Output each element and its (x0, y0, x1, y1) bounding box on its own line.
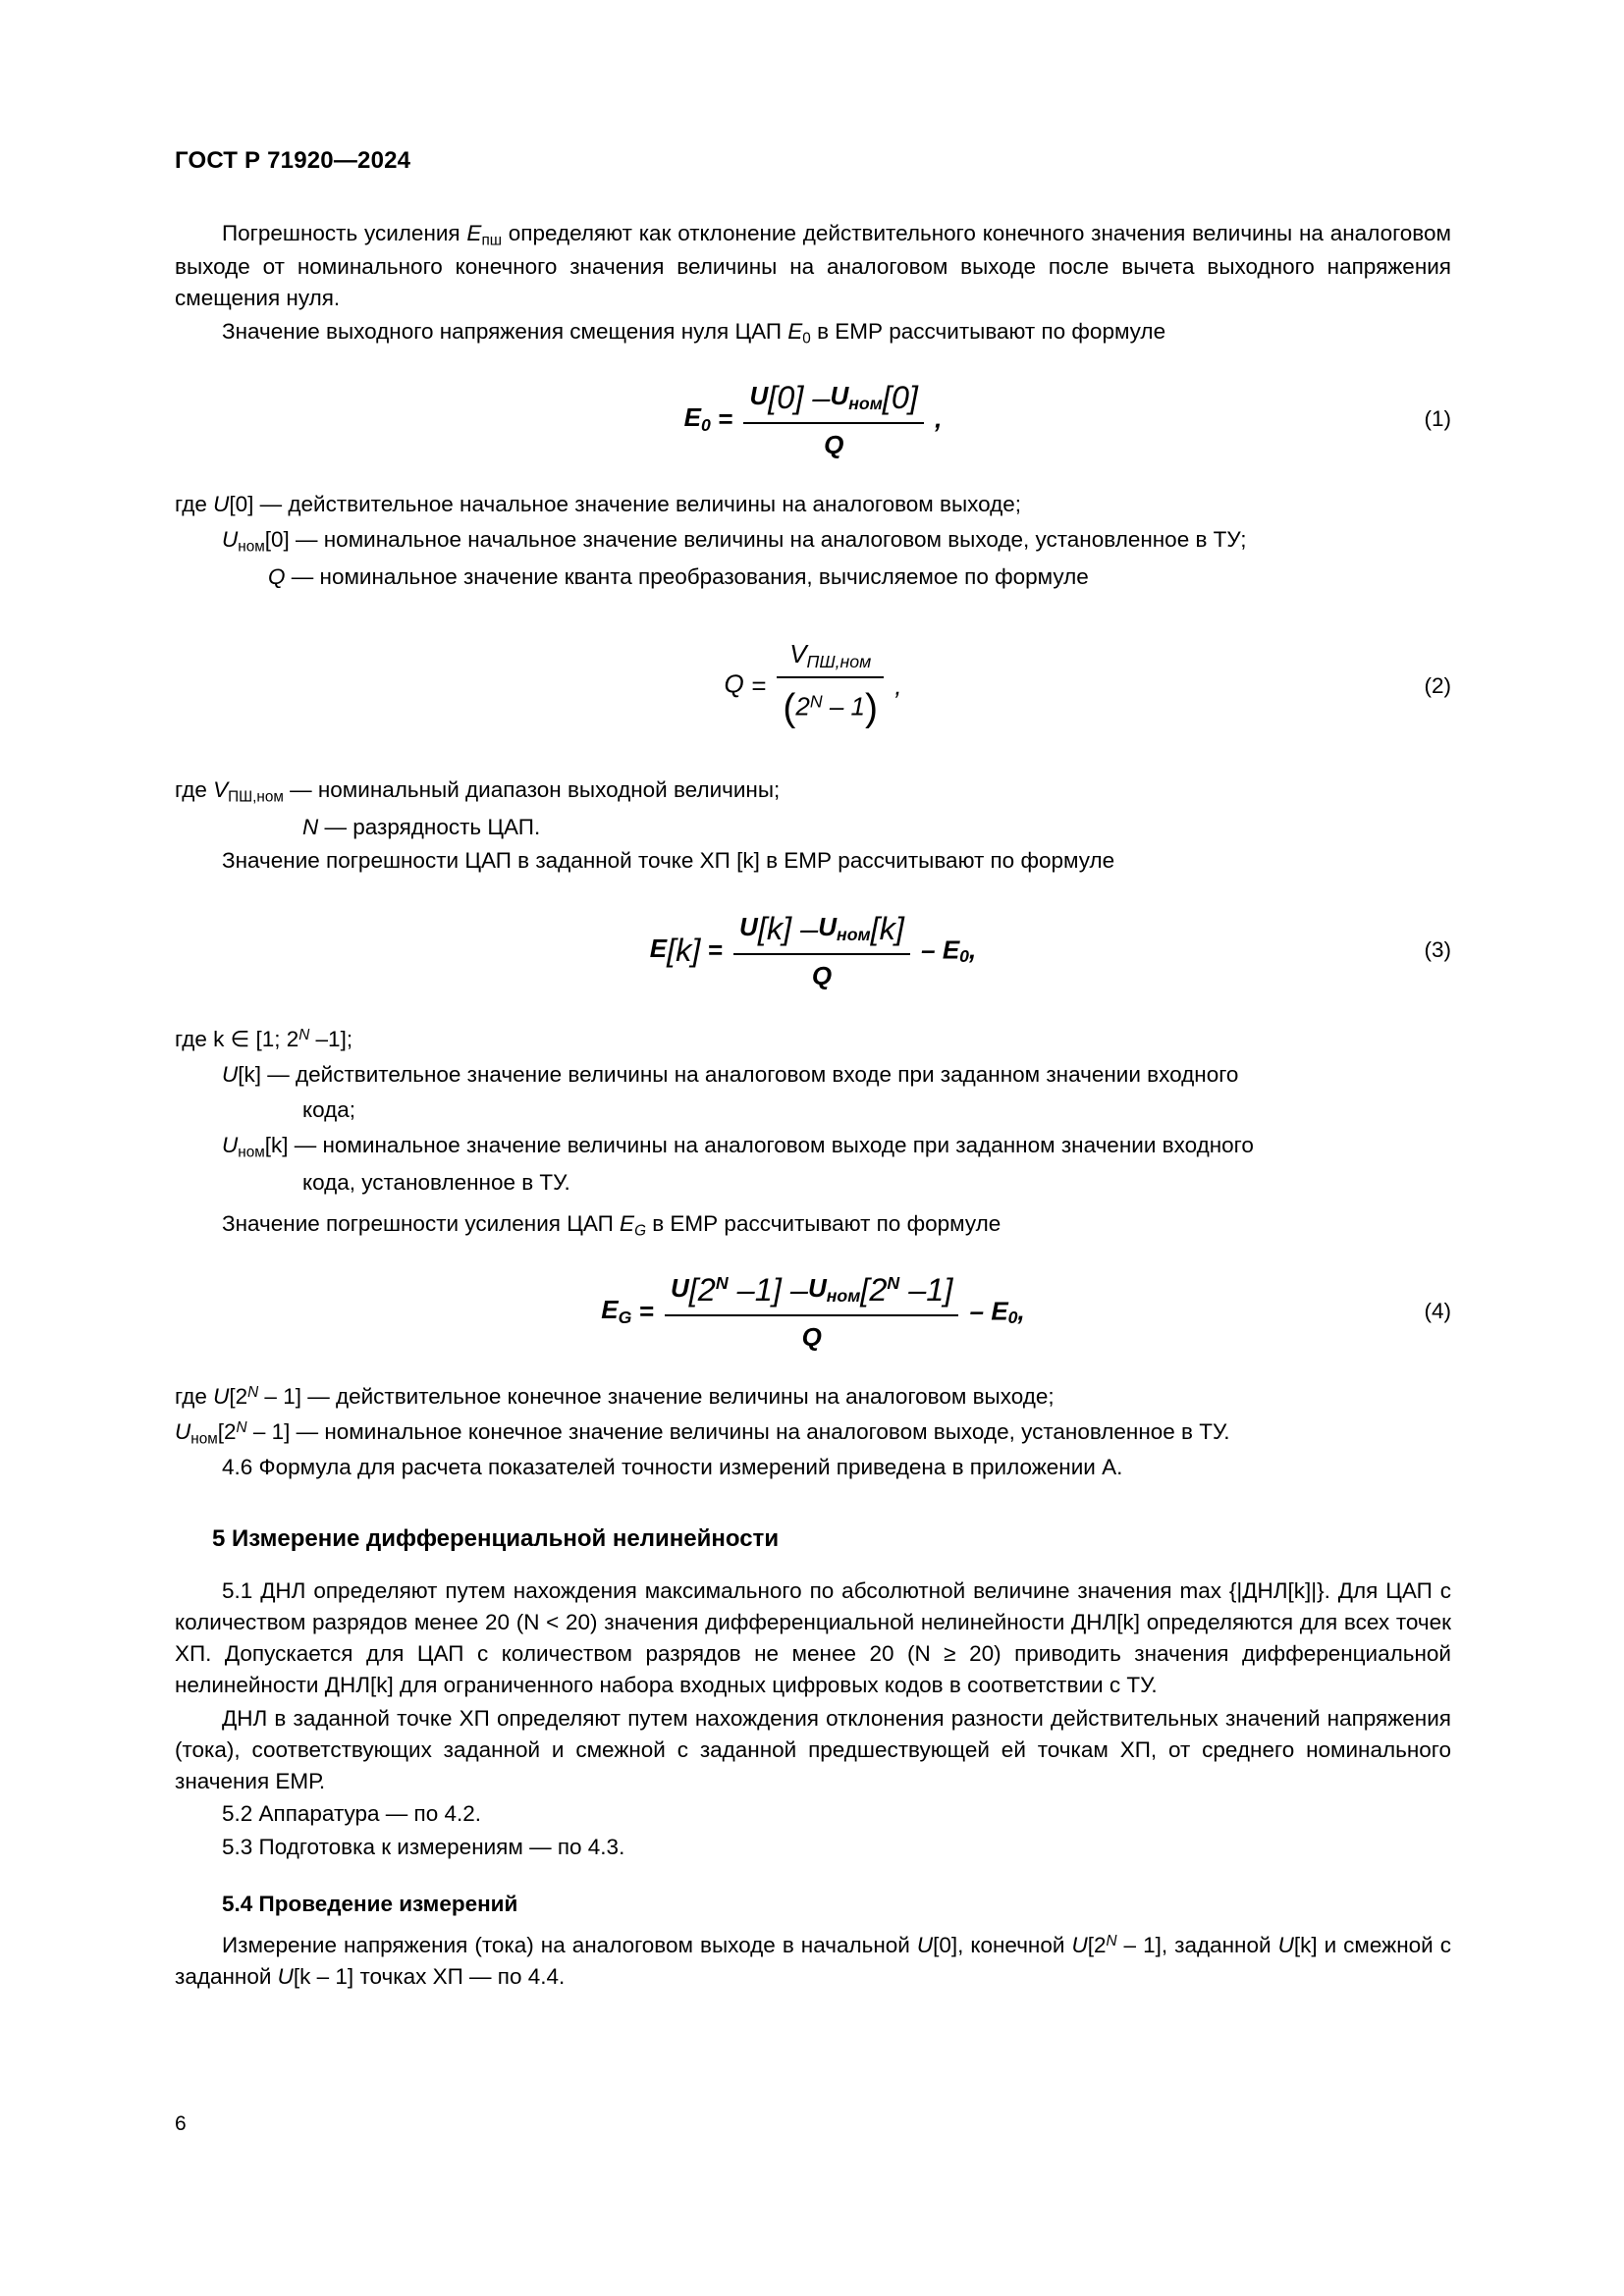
var-U: U (1071, 1933, 1088, 1958)
formula-3-block (175, 906, 1451, 994)
numerator (777, 636, 884, 678)
text-fragment: [k] — действительное значение величины на аналоговом входе при заданном значении входного (238, 1062, 1239, 1088)
var-U: U (670, 1272, 689, 1303)
page-content (175, 218, 1451, 1995)
section-5-title: 5 Измерение дифференциальной нелинейности (212, 1524, 780, 1552)
var-U: U (277, 1964, 294, 1990)
var-V: V (789, 638, 807, 668)
where-clause-1 (175, 489, 1451, 520)
text-fragment: Измерение напряжения (тока) на аналоговом выходе в начальной (222, 1933, 917, 1958)
text-fragment: определяют как отклонение действительного конечного значения величины на аналоговом выходе от номинального конечного значения величины на аналоговом выходе после вычета выходного напряжения смещения нуля. (175, 221, 1451, 310)
subscript-psh-nom: ПШ,ном (228, 788, 284, 806)
formula-3 (650, 906, 977, 994)
text-fragment: [0] – (768, 379, 831, 415)
formula-1 (684, 375, 943, 463)
var-U: U (222, 526, 239, 552)
text-fragment: Значение погрешности усиления ЦАП (222, 1210, 621, 1236)
var-U: U (222, 1132, 239, 1157)
var-N: N (302, 815, 319, 840)
minus-sign: – (969, 1296, 985, 1326)
formula-number-3: (3) (1424, 937, 1451, 963)
where-clause-4 (175, 774, 1451, 808)
subscript-psh-nom: ПШ,ном (806, 651, 872, 671)
denominator: Q (824, 430, 844, 460)
var-E: E (787, 318, 803, 344)
text-fragment: Значение погрешности ЦАП в заданной точке ХП [k] в ЕМР рассчитывают по формуле (222, 848, 1115, 874)
paragraph-offset-intro (175, 316, 1451, 349)
var-E0: E (942, 934, 960, 965)
var-U: U (222, 1062, 239, 1088)
where-clause-5 (175, 812, 1451, 843)
var-Unom: U (807, 1272, 827, 1303)
text-fragment: – 1] — действительное конечное значение величины на аналоговом выходе; (258, 1383, 1055, 1409)
subscript-nom: ном (848, 393, 883, 413)
paragraph-5-2: 5.2 Аппаратура — по 4.2. (222, 1801, 482, 1827)
numerator (665, 1267, 958, 1316)
text-fragment: Значение выходного напряжения смещения нуля ЦАП (222, 318, 788, 344)
subscript-nom: ном (837, 924, 871, 944)
fraction (665, 1267, 958, 1356)
equals-sign: = (718, 403, 733, 434)
text-fragment: [0] (882, 379, 918, 415)
equals-sign: = (707, 934, 723, 965)
formula-number-2: (2) (1424, 672, 1451, 698)
paragraph-5-1: 5.1 ДНЛ определяют путем нахождения максимального по абсолютной величине значения max {|ДНЛ[k]|}. Для ЦАП с количеством разрядов менее 20 (N < 20) значения дифференциальной нелинейности ДНЛ[k] определяются для всех точек ХП. Допускается для ЦАП с количеством разрядов не менее 20 (N ≥ 20) приводить значения дифференциальной нелинейности ДНЛ[k] для ограниченного набора входных цифровых кодов в соответствии с ТУ. (175, 1577, 1451, 1697)
fraction (743, 375, 924, 463)
subscript-0: 0 (802, 330, 811, 347)
subscript-nom: ном (238, 1144, 265, 1161)
subscript-0: 0 (959, 945, 970, 966)
formula-number-4: (4) (1424, 1298, 1451, 1323)
var-U: U (175, 1418, 191, 1444)
text-fragment: [k – 1] точках ХП — по 4.4. (293, 1964, 566, 1990)
text-fragment: кода, установленное в ТУ. (302, 1169, 570, 1195)
denominator (777, 678, 884, 735)
text-fragment: [2 (860, 1271, 888, 1308)
exponent-N: N (715, 1272, 729, 1293)
paragraph-error-point (175, 845, 1451, 877)
where-clause-3 (175, 561, 1451, 593)
paren-open: ( (783, 686, 796, 729)
where-label: где (175, 1383, 214, 1409)
where-clause-7 (175, 1059, 1451, 1091)
text-fragment: — номинальное значение кванта преобразования, вычисляемое по формуле (285, 563, 1089, 589)
subscript-nom: ном (238, 538, 265, 556)
var-Unom: U (830, 380, 849, 410)
text-fragment: [0], конечной (933, 1933, 1072, 1958)
where-clause-9 (175, 1381, 1451, 1413)
var-U: U (739, 912, 758, 942)
var-V: V (213, 777, 229, 803)
var-E: E (466, 221, 482, 245)
where-clause-10 (175, 1416, 1451, 1450)
formula-tail: , (935, 403, 943, 434)
where-clause-7-cont (175, 1095, 1451, 1126)
exponent-N: N (298, 1027, 310, 1044)
text-fragment: [2 (688, 1271, 716, 1308)
formula-tail: , (969, 934, 977, 965)
var-E0: E (991, 1296, 1008, 1326)
where-clause-8 (175, 1130, 1451, 1163)
text-fragment: – 1 (822, 691, 866, 721)
text-fragment: [k] — номинальное значение величины на аналоговом выходе при заданном значении входного (264, 1132, 1254, 1157)
subscript-G: G (618, 1307, 632, 1327)
text-fragment: – 1] — номинальное конечное значение величины на аналоговом выходе, установленное в ТУ. (246, 1418, 1230, 1444)
paragraph-5-3: 5.3 Подготовка к измерениям — по 4.3. (222, 1835, 625, 1860)
numerator (733, 906, 910, 955)
exponent-N: N (887, 1272, 900, 1293)
equals-sign: = (638, 1296, 654, 1326)
text-fragment: [k] (870, 911, 904, 947)
text-fragment: –1]; (309, 1027, 353, 1052)
formula-lhs: E (683, 401, 701, 432)
var-U: U (213, 491, 230, 516)
formula-lhs: Q (724, 668, 744, 699)
var-Q: Q (268, 563, 286, 589)
formula-tail: , (894, 670, 902, 701)
subscript-G: G (634, 1222, 646, 1240)
where-label: где (175, 777, 214, 803)
denominator: Q (811, 961, 833, 991)
var-E: E (620, 1210, 635, 1236)
where-clause-2 (175, 524, 1451, 558)
text-fragment: где k ∈ [1; 2 (175, 1027, 299, 1052)
formula-2-block (175, 636, 1451, 735)
exponent-N: N (236, 1419, 247, 1436)
exponent-N: N (247, 1384, 259, 1402)
paragraph-5-4-body (175, 1930, 1451, 1993)
formula-1-block (175, 375, 1451, 463)
text-fragment: [k] – (757, 911, 819, 947)
text-fragment: — номинальный диапазон выходной величины; (283, 777, 781, 803)
formula-lhs: E (649, 934, 668, 963)
var-U: U (749, 380, 769, 410)
text-fragment: – 1], заданной (1116, 1933, 1278, 1958)
text-fragment: [2 (1087, 1933, 1107, 1958)
subscript-0: 0 (1007, 1307, 1018, 1327)
text-fragment: — разрядность ЦАП. (318, 815, 541, 840)
text-fragment: кода; (302, 1097, 356, 1123)
where-clause-6 (175, 1024, 1451, 1055)
text-fragment: [0] — действительное начальное значение величины на аналоговом выходе; (229, 491, 1022, 516)
exponent-N: N (809, 691, 823, 712)
formula-4 (601, 1267, 1025, 1356)
exponent-N: N (1106, 1933, 1117, 1950)
text-fragment: –1] (899, 1271, 953, 1308)
var-U: U (213, 1383, 230, 1409)
paragraph-gain-error (175, 218, 1451, 314)
text-fragment: в ЕМР рассчитывают по формуле (810, 318, 1166, 344)
var-U: U (1277, 1933, 1294, 1958)
formula-2 (725, 636, 902, 735)
subscript-nom: ном (190, 1430, 218, 1448)
text-fragment: Погрешность усиления (222, 221, 467, 245)
base-2: 2 (795, 691, 810, 721)
formula-4-block (175, 1267, 1451, 1356)
numerator (743, 375, 924, 424)
paragraph-4-6: 4.6 Формула для расчета показателей точности измерений приведена в приложении А. (222, 1454, 1123, 1479)
page-header: ГОСТ Р 71920—2024 (175, 147, 411, 174)
paren-close: ) (865, 686, 879, 729)
formula-number-1: (1) (1424, 405, 1451, 431)
var-Unom: U (818, 912, 838, 942)
formula-lhs: E (601, 1294, 619, 1324)
denominator: Q (801, 1322, 822, 1353)
formula-tail: , (1017, 1296, 1025, 1326)
fraction (733, 906, 910, 994)
var-U: U (916, 1933, 934, 1958)
formula-lhs-sub: 0 (700, 414, 711, 435)
formula-lhs-index: [k] (667, 933, 701, 969)
where-clause-8-cont (175, 1167, 1451, 1199)
subsection-5-4-title: 5.4 Проведение измерений (222, 1892, 518, 1917)
minus-sign: – (921, 934, 936, 965)
where-label: где (175, 491, 214, 516)
paragraph-gain-error-intro (175, 1208, 1451, 1242)
text-fragment: [2 (229, 1383, 248, 1409)
page-number: 6 (175, 2112, 187, 2135)
text-fragment: [2 (217, 1418, 237, 1444)
subscript-nom: ном (826, 1285, 861, 1306)
paragraph-5-1-cont: ДНЛ в заданной точке ХП определяют путем нахождения отклонения разности действительных значений напряжения (тока), соответствующих заданной и смежной с заданной предшествующей ей точкам ХП, от среднего номинального значения ЕМР. (175, 1705, 1451, 1793)
equals-sign: = (750, 670, 767, 701)
fraction (777, 636, 884, 735)
subscript-psh: пш (481, 232, 502, 249)
text-fragment: –1] – (728, 1271, 808, 1308)
text-fragment: в ЕМР рассчитывают по формуле (645, 1210, 1001, 1236)
text-fragment: [k] и смежной с заданной (175, 1933, 1451, 1990)
text-fragment: [0] — номинальное начальное значение величины на аналоговом выходе, установленное в ТУ; (264, 526, 1247, 552)
